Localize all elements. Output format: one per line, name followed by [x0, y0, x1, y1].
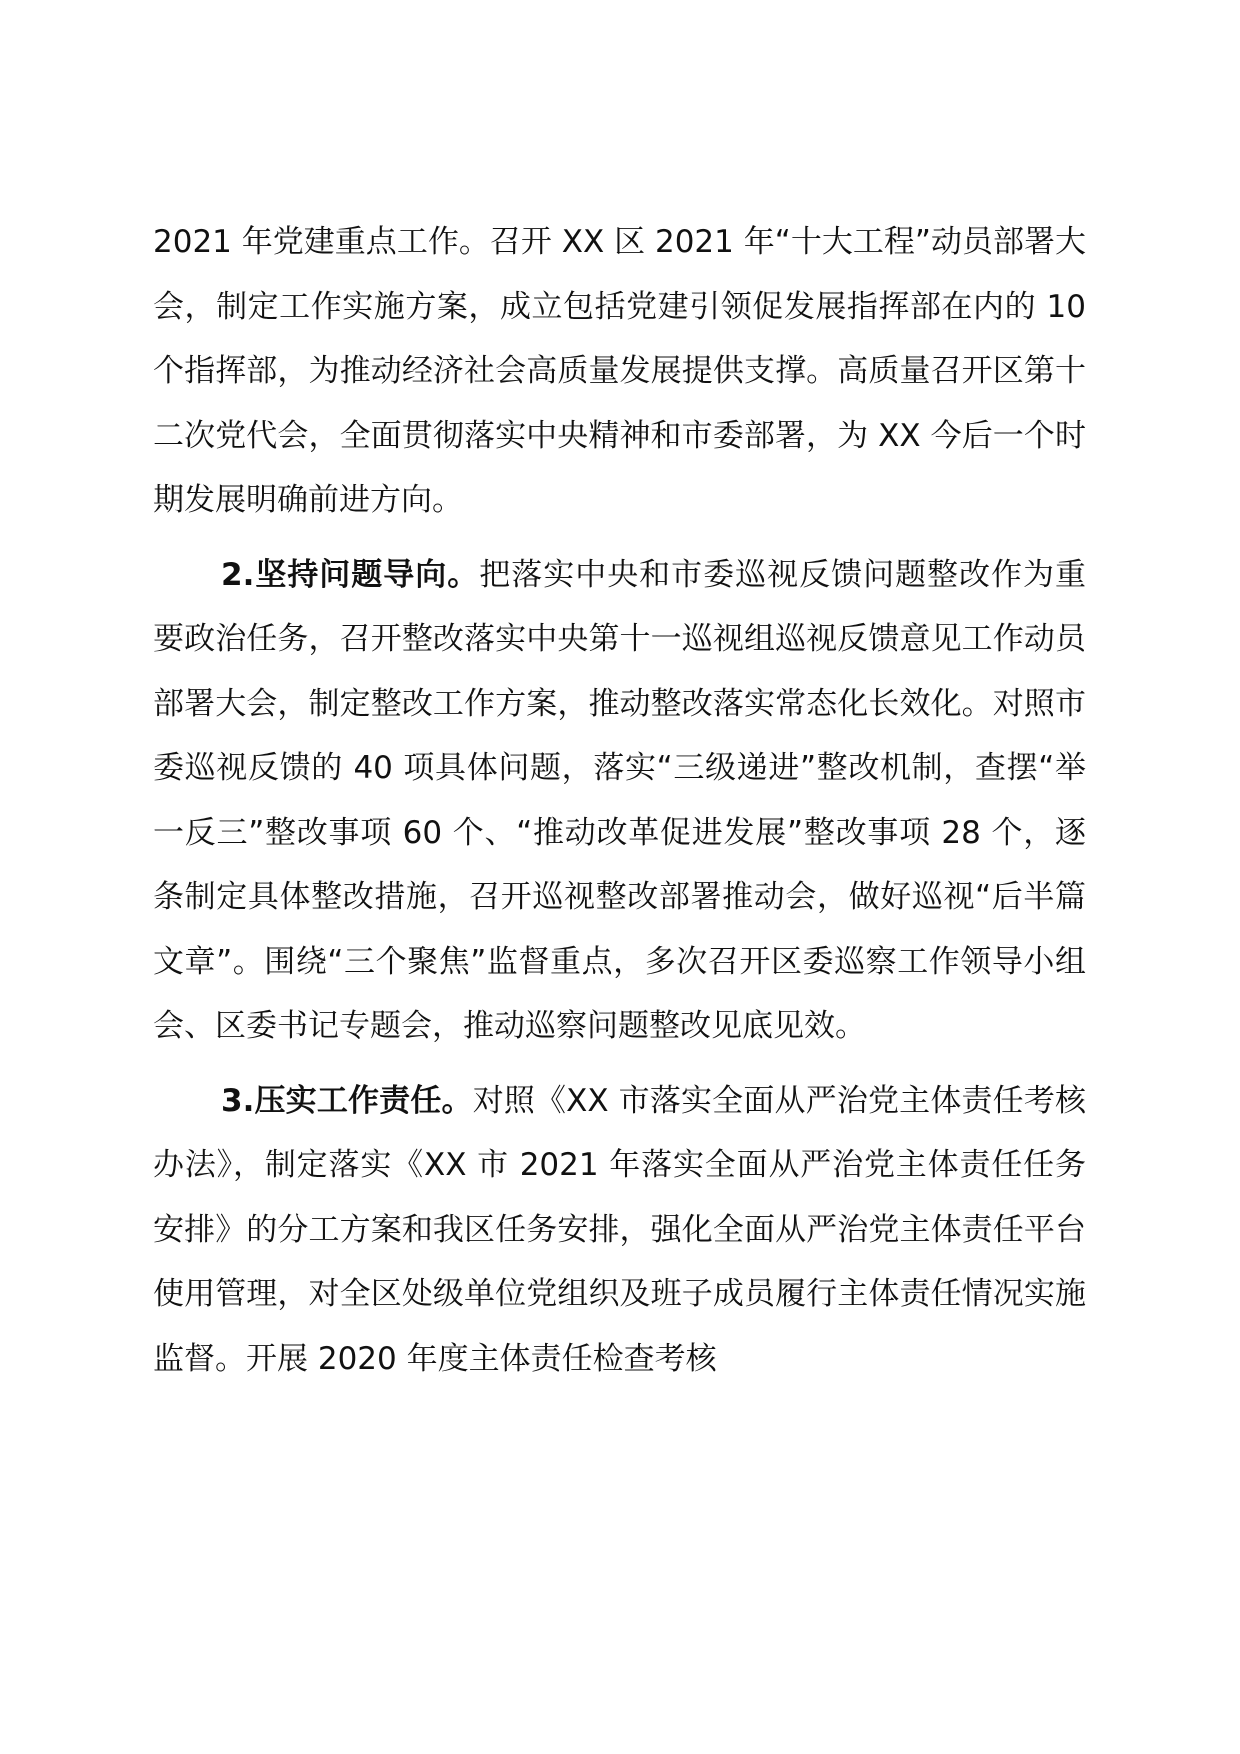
section-body: 把落实中央和市委巡视反馈问题整改作为重要政治任务，召开整改落实中央第十一巡视组巡视反馈意见工作动员部署大会，制定整改工作方案，推动整改落实常态化长效化。对照市委巡视反馈的 40 项具体问题，落实“三级递进”整改机制，查摆“举一反三”整改事项 60 个、“推动改革促进发展”整改事项 28 个，逐条制定具体整改措施，召开巡视整改部署推动会，做好巡视“后半篇文章”。围绕“三个聚焦”监督重点，多次召开区委巡察工作领导小组会、区委书记专题会，推动巡察问题整改见底见效。	[153, 556, 1086, 1044]
document-body	[153, 210, 1086, 1391]
section-responsibility	[153, 1069, 1086, 1392]
paragraph-continued: 2021 年党建重点工作。召开 XX 区 2021 年“十大工程”动员部署大会，制定工作实施方案，成立包括党建引领促发展指挥部在内的 10 个指挥部，为推动经济社会高质量发展提供支撑。高质量召开区第十二次党代会，全面贯彻落实中央精神和市委部署，为 XX 今后一个时期发展明确前进方向。	[153, 224, 1086, 518]
section-body: 对照《XX 市落实全面从严治党主体责任考核办法》，制定落实《XX 市 2021 年落实全面从严治党主体责任任务安排》的分工方案和我区任务安排，强化全面从严治党主体责任平台使用管理，对全区处级单位党组织及班子成员履行主体责任情况实施监督。开展 2020 年度主体责任检查考核	[153, 1082, 1086, 1377]
section-heading: 2.坚持问题导向。	[221, 556, 480, 593]
section-problem-orientation	[153, 543, 1086, 1059]
section-heading: 3.压实工作责任。	[221, 1082, 473, 1119]
